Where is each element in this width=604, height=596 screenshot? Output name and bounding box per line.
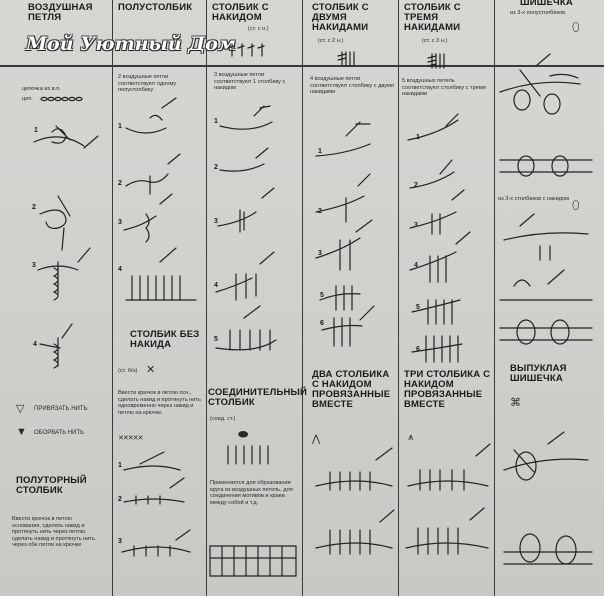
step-number: 3 <box>32 262 36 269</box>
step-number: 4 <box>118 266 122 273</box>
cross-symbol-icon: ✕ <box>146 364 156 376</box>
step-number: 5 <box>320 292 324 299</box>
chain-abbr: цеп. <box>22 96 33 102</box>
step-number: 4 <box>33 341 37 348</box>
legend-attach-label: ПРИВЯЗАТЬ НИТЬ <box>34 406 88 412</box>
step-number: 2 <box>118 180 122 187</box>
bobble-subtitle-2: из 3-х столбиков с накидом <box>498 196 569 202</box>
legend-cut-label: ОБОРВАТЬ НИТЬ <box>34 430 85 436</box>
half-double-description: Ввести крючок в петлю основания, сделать накид и протянуть нить через петлю, сделать накид и протянуть нить через обе петли на крючке <box>12 516 95 549</box>
heading-half-stitch: ПОЛУСТОЛБИК <box>118 2 193 13</box>
two-yarnovers-abbr: (ст. с 2 н.) <box>318 38 344 44</box>
step-number: 1 <box>318 148 322 155</box>
heading-three-together: ТРИ СТОЛБИКА С НАКИДОМ ПРОВЯЗАННЫЕ ВМЕСТЕ <box>404 369 491 410</box>
attach-thread-icon: ▽ <box>16 403 25 415</box>
step-number: 4 <box>214 282 218 289</box>
decrease-three-icon: ⩚ <box>408 432 414 443</box>
step-number: 1 <box>118 123 122 130</box>
dc-symbols <box>228 44 264 56</box>
slip-stitch-description: Применяется для образования круга из воздушных петель, для соединения мотивов и краев между собой и т.д. <box>210 480 293 506</box>
bobble-symbol-icon: ⬯ <box>572 20 580 34</box>
step-number: 5 <box>416 304 420 311</box>
heading-two-yarnovers: СТОЛБИК С ДВУМЯ НАКИДАМИ <box>312 2 369 33</box>
step-number: 1 <box>118 462 122 469</box>
bobble-dc-symbol-icon: ⬯ <box>572 198 580 212</box>
watermark-title: Мой Уютный Дом <box>26 33 236 55</box>
puff-symbol-icon: ⌘ <box>510 397 521 409</box>
double-crochet-description: 3 воздушные петли соответствуют 1 столбику с накидом <box>214 72 286 92</box>
three-yarnovers-abbr: (ст. с 3 н.) <box>422 38 448 44</box>
step-number: 3 <box>118 219 122 226</box>
slip-stitch-abbr: (соед. ст.) <box>210 416 236 422</box>
step-number: 2 <box>32 204 36 211</box>
cross-row-icon: ✕✕✕✕✕ <box>118 435 143 442</box>
single-crochet-abbr: (ст. б/н) <box>118 368 138 374</box>
bobble-subtitle: из 3-х полустолбиков <box>510 10 566 16</box>
decrease-two-icon: ⋀ <box>312 434 321 445</box>
step-number: 6 <box>416 346 420 353</box>
heading-puff-bobble: ВЫПУКЛАЯ ШИШЕЧКА <box>510 363 567 384</box>
step-number: 3 <box>318 250 322 257</box>
heading-single-crochet: СТОЛБИК БЕЗ НАКИДА <box>130 329 200 350</box>
step-number: 6 <box>320 320 324 327</box>
heading-two-together: ДВА СТОЛБИКА С НАКИДОМ ПРОВЯЗАННЫЕ ВМЕСТЕ <box>312 369 391 410</box>
heading-chain: ВОЗДУШНАЯ ПЕТЛЯ <box>28 2 93 23</box>
step-number: 1 <box>214 118 218 125</box>
step-number: 4 <box>414 262 418 269</box>
heading-three-yarnovers: СТОЛБИК С ТРЕМЯ НАКИДАМИ <box>404 2 461 33</box>
single-crochet-description: Ввести крючок в петлю осн., сделать накид и протянуть нить одновременно через накид и петлю на крючке. <box>118 390 201 416</box>
step-number: 2 <box>414 182 418 189</box>
half-stitch-description: 2 воздушные петли соответствуют одному полустолбику <box>118 74 177 94</box>
chain-symbol-row <box>41 97 82 100</box>
oval-symbol-icon: ⬬ <box>238 427 249 441</box>
dtr-symbols <box>428 54 444 68</box>
heading-half-double: ПОЛУТОРНЫЙ СТОЛБИК <box>16 475 87 496</box>
step-number: 2 <box>214 164 218 171</box>
step-number: 2 <box>318 208 322 215</box>
heading-slip-stitch: СОЕДИНИТЕЛЬНЫЙ СТОЛБИК <box>208 387 308 408</box>
heading-double-crochet: СТОЛБИК С НАКИДОМ <box>212 2 269 23</box>
step-number: 1 <box>416 134 420 141</box>
step-number: 1 <box>34 127 38 134</box>
step-number: 2 <box>118 496 122 503</box>
tr-symbols <box>338 52 354 66</box>
step-number: 5 <box>214 336 218 343</box>
heading-bobble: ШИШЕЧКА <box>520 0 573 8</box>
step-number: 3 <box>214 218 218 225</box>
step-number: 3 <box>118 538 122 545</box>
two-yarnovers-description: 4 воздушные петли соответствуют столбику с двумя накидами <box>310 76 394 96</box>
cut-thread-icon: ▼ <box>16 426 27 438</box>
double-crochet-abbr: (ст. с н.) <box>248 26 269 32</box>
chain-caption: цепочка из в.п. <box>22 86 61 92</box>
step-number: 3 <box>414 222 418 229</box>
three-yarnovers-description: 5 воздушных петель соответствуют столбику с тремя накидами <box>402 78 486 98</box>
